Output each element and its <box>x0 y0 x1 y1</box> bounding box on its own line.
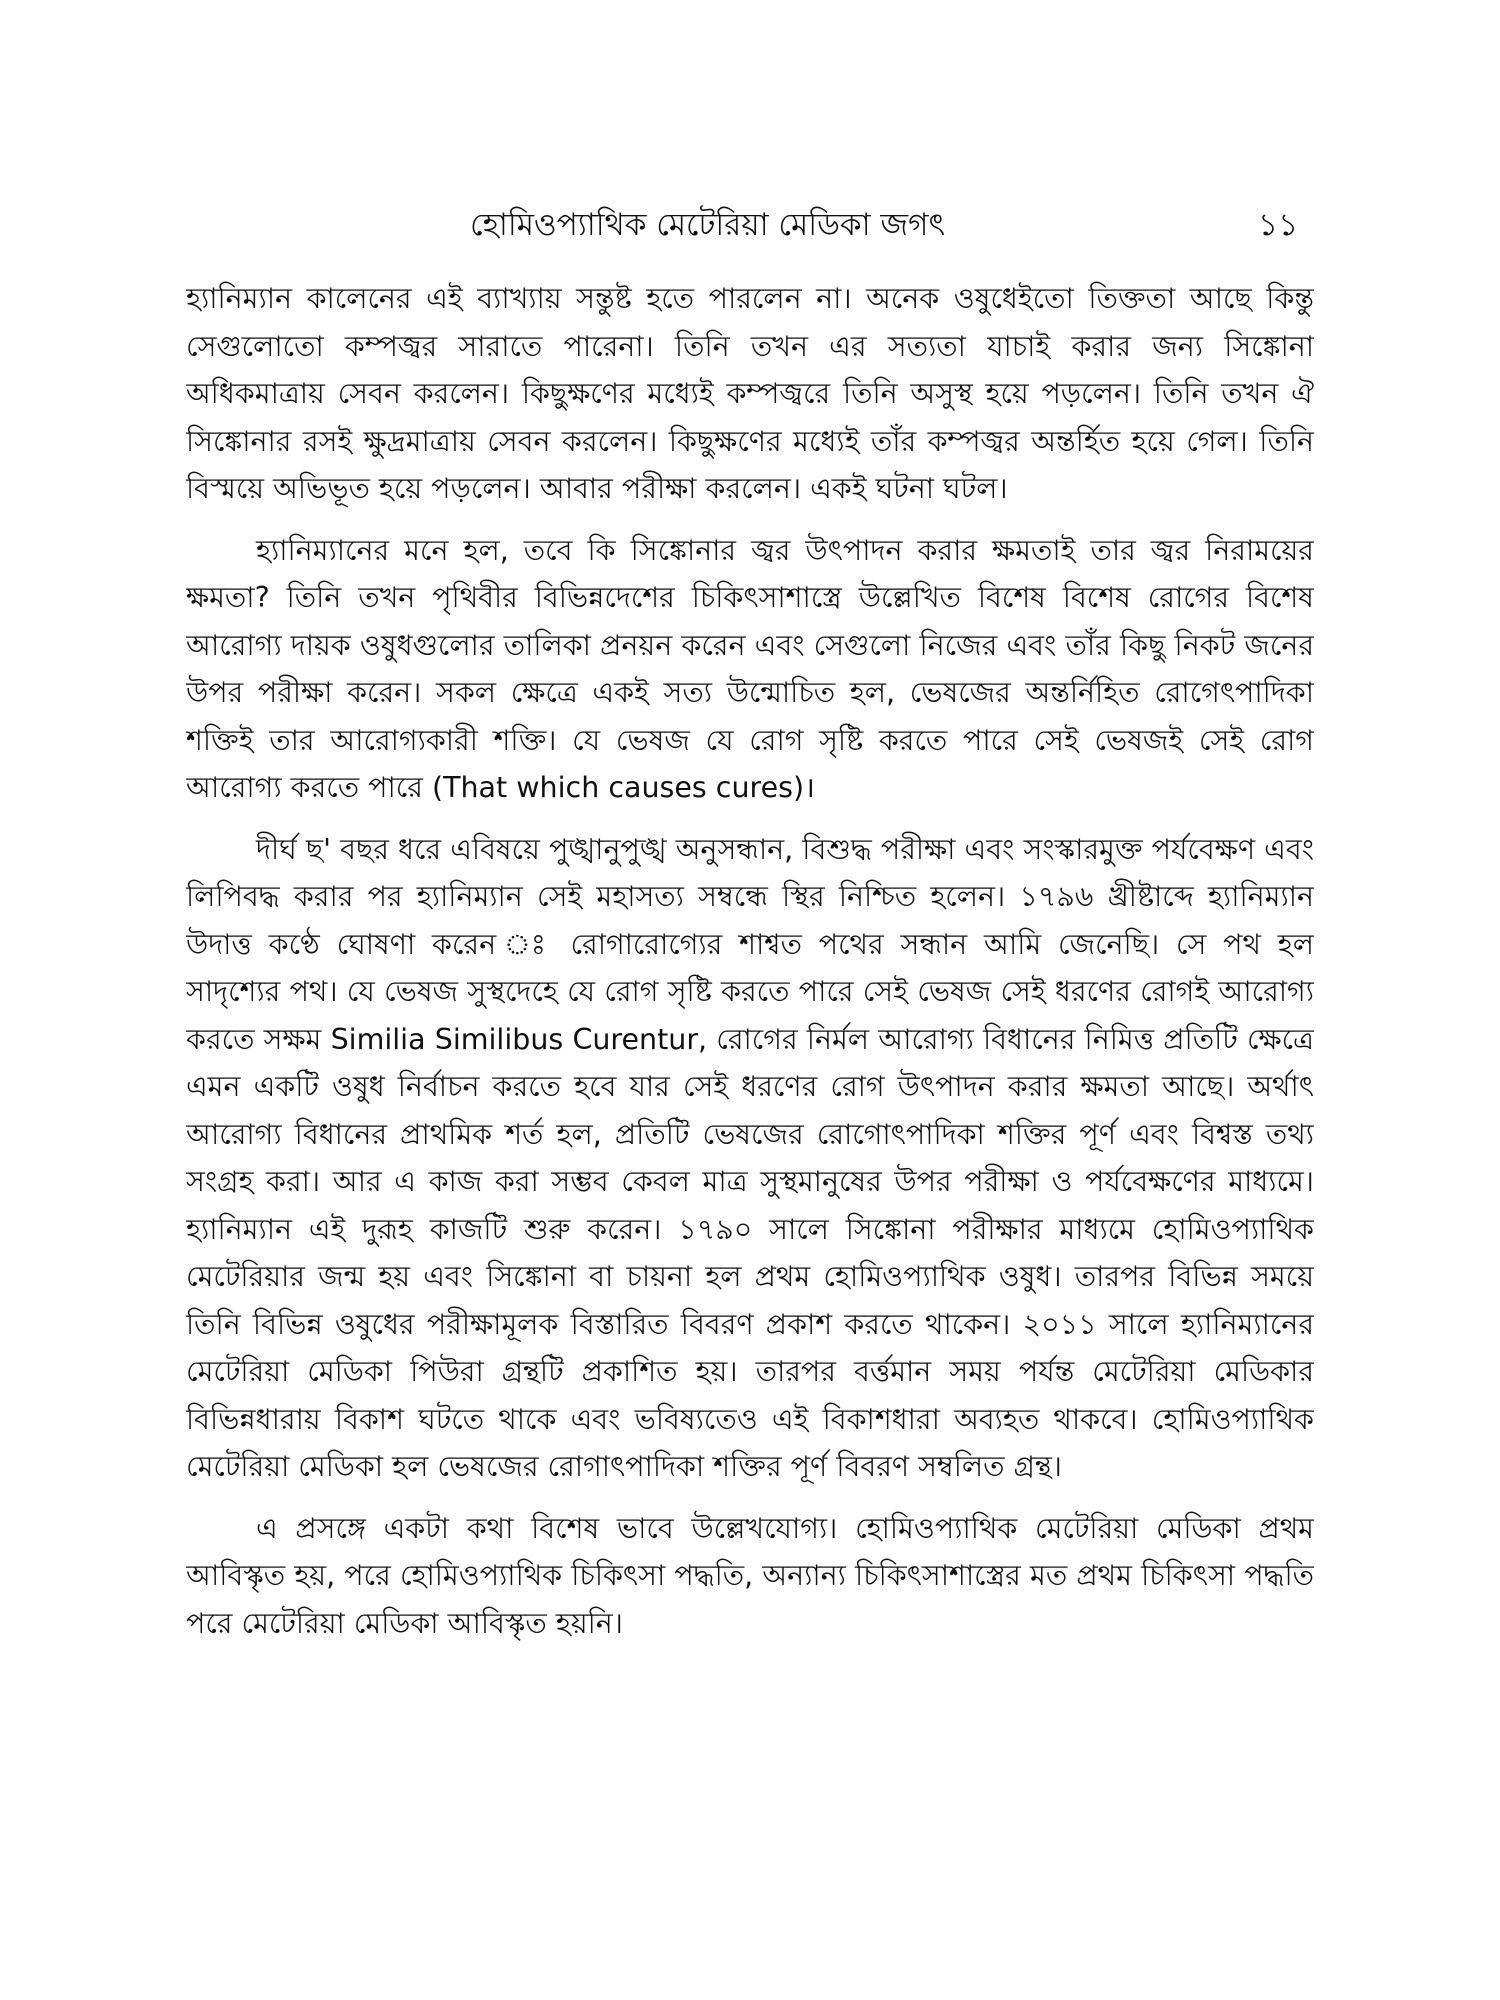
paragraph-2: হ্যানিম্যানের মনে হল, তবে কি সিঙ্কোনার জ্বর উৎপাদন করার ক্ষমতাই তার জ্বর নিরাময়ের ক্ষমতা? তিনি তখন পৃথিবীর বিভিন্নদেশের চিকিৎসাশাস্ত্রে উল্লেখিত বিশেষ বিশেষ রোগের বিশেষ আরোগ্য দায়ক ওষুধগুলোর তালিকা প্রনয়ন করেন এবং সেগুলো নিজের এবং তাঁর কিছু নিকট জনের উপর পরীক্ষা করেন। সকল ক্ষেত্রে একই সত্য উন্মোচিত হল, ভেষজের অন্তর্নিহিত রোগেৎপাদিকা শক্তিই তার আরোগ্যকারী শক্তি। যে ভেষজ যে রোগ সৃষ্টি করতে পারে সেই ভেষজই সেই রোগ আরোগ্য করতে পারে (That which causes cures)। <box>186 533 1314 804</box>
paragraph-1: হ্যানিম্যান কালেনের এই ব্যাখ্যায় সন্তুষ্ট হতে পারলেন না। অনেক ওষুধেইতো তিক্ততা আছে কিন্তু সেগুলোতো কম্পজ্বর সারাতে পারেনা। তিনি তখন এর সত্যতা যাচাই করার জন্য সিঙ্কোনা অধিকমাত্রায় সেবন করলেন। কিছুক্ষণের মধ্যেই কম্পজ্বরে তিনি অসুস্থ হয়ে পড়লেন। তিনি তখন ঐ সিঙ্কোনার রসই ক্ষুদ্রমাত্রায় সেবন করলেন। কিছুক্ষণের মধ্যেই তাঁর কম্পজ্বর অন্তর্হিত হয়ে গেল। তিনি বিস্ময়ে অভিভূত হয়ে পড়লেন। আবার পরীক্ষা করলেন। একই ঘটনা ঘটল। <box>186 282 1314 505</box>
page-number: ১১ <box>1258 207 1299 243</box>
running-header-title: হোমিওপ্যাথিক মেটেরিয়া মেডিকা জগৎ <box>470 207 946 243</box>
paragraph-4: এ প্রসঙ্গে একটা কথা বিশেষ ভাবে উল্লেখযোগ্য। হোমিওপ্যাথিক মেটেরিয়া মেডিকা প্রথম আবিস্কৃত হয়, পরে হোমিওপ্যাথিক চিকিৎসা পদ্ধতি, অন্যান্য চিকিৎসাশাস্ত্রের মত প্রথম চিকিৎসা পদ্ধতি পরে মেটেরিয়া মেডিকা আবিস্কৃত হয়নি। <box>186 1511 1314 1640</box>
paragraph-3: দীর্ঘ ছ' বছর ধরে এবিষয়ে পুঙ্খানুপুঙ্খ অনুসন্ধান, বিশুদ্ধ পরীক্ষা এবং সংস্কারমুক্ত পর্যবেক্ষণ এবং লিপিবদ্ধ করার পর হ্যানিম্যান সেই মহাসত্য সম্বন্ধে স্থির নিশ্চিত হলেন। ১৭৯৬ খ্রীষ্টাব্দে হ্যানিম্যান উদাত্ত কণ্ঠে ঘোষণা করেন ঃ রোগারোগ্যের শাশ্বত পথের সন্ধান আমি জেনেছি। সে পথ হল সাদৃশ্যের পথ। যে ভেষজ সুস্থদেহে যে রোগ সৃষ্টি করতে পারে সেই ভেষজ সেই ধরণের রোগই আরোগ্য করতে সক্ষম Similia Similibus Curentur, রোগের নির্মল আরোগ্য বিধানের নিমিত্ত প্রতিটি ক্ষেত্রে এমন একটি ওষুধ নির্বাচন করতে হবে যার সেই ধরণের রোগ উৎপাদন করার ক্ষমতা আছে। অর্থাৎ আরোগ্য বিধানের প্রাথমিক শর্ত হল, প্রতিটি ভেষজের রোগোৎপাদিকা শক্তির পূর্ণ এবং বিশ্বস্ত তথ্য সংগ্রহ করা। আর এ কাজ করা সম্ভব কেবল মাত্র সুস্থমানুষের উপর পরীক্ষা ও পর্যবেক্ষণের মাধ্যমে। হ্যানিম্যান এই দুরূহ কাজটি শুরু করেন। ১৭৯০ সালে সিঙ্কোনা পরীক্ষার মাধ্যমে হোমিওপ্যাথিক মেটেরিয়ার জন্ম হয় এবং সিঙ্কোনা বা চায়না হল প্রথম হোমিওপ্যাথিক ওষুধ। তারপর বিভিন্ন সময়ে তিনি বিভিন্ন ওষুধের পরীক্ষামূলক বিস্তারিত বিবরণ প্রকাশ করতে থাকেন। ২০১১ সালে হ্যানিম্যানের মেটেরিয়া মেডিকা পিউরা গ্রন্থটি প্রকাশিত হয়। তারপর বর্ত্তমান সময় পর্যন্ত মেটেরিয়া মেডিকার বিভিন্নধারায় বিকাশ ঘটতে থাকে এবং ভবিষ্যতেও এই বিকাশধারা অব্যহত থাকবে। হোমিওপ্যাথিক মেটেরিয়া মেডিকা হল ভেষজের রোগাৎপাদিকা শক্তির পূর্ণ বিবরণ সম্বলিত গ্রন্থ। <box>186 832 1314 1483</box>
body-text <box>186 275 1314 1975</box>
